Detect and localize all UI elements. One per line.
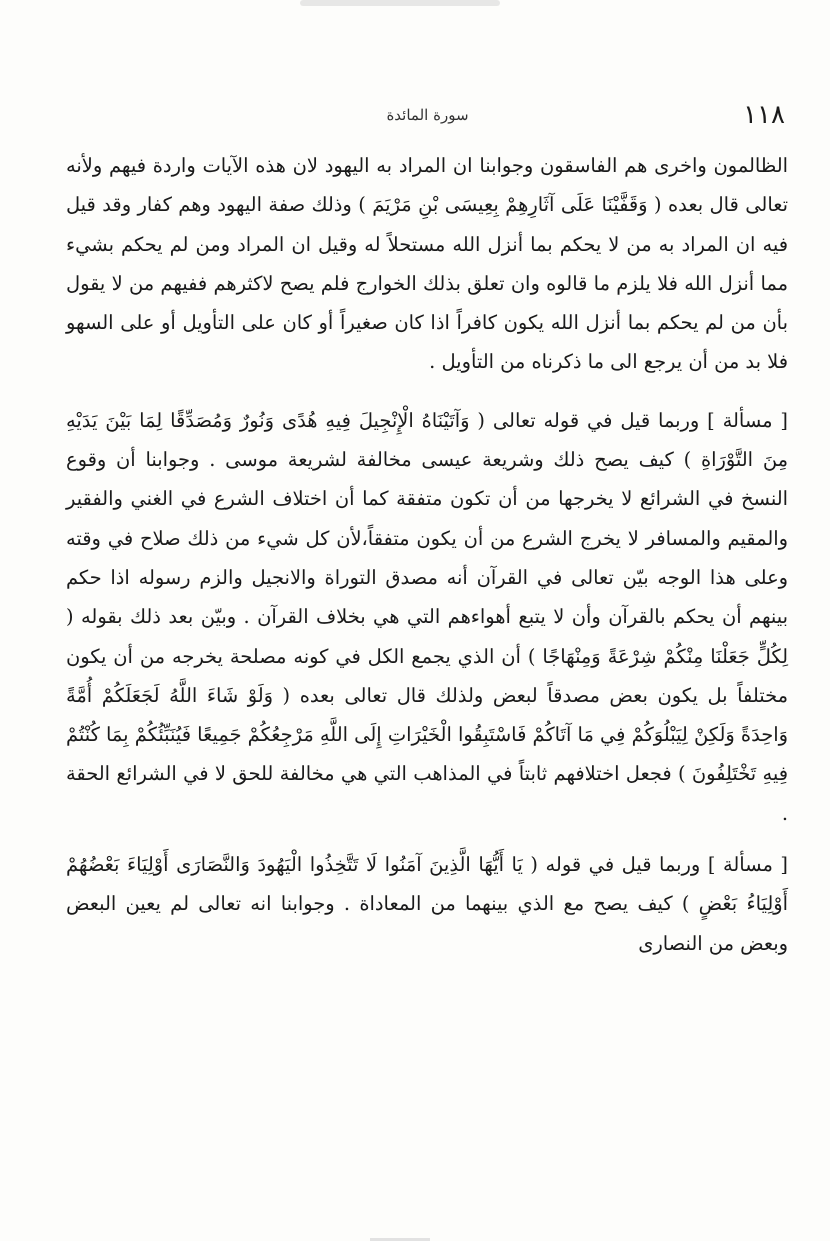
page-number: ١١٨	[743, 100, 785, 130]
page-header	[70, 100, 785, 140]
paragraph-2: [ مسألة ] وربما قيل في قوله تعالى ( وَآتَيْنَاهُ الْإِنْجِيلَ فِيهِ هُدًى وَنُورٌ وَمُصَدِّقًا لِمَا بَيْنَ يَدَيْهِ مِنَ التَّوْرَاةِ ) كيف يصح ذلك وشريعة عيسى مخالفة لشريعة موسى . وجوابنا أن وقوع النسخ في الشرائع لا يخرجها من أن تكون متفقة كما أن اختلاف الشرع في الغني والفقير والمقيم والمسافر لا يخرج الشرع من أن يكون متفقاً،لأن كل شيء من ذلك صلاح في وقته وعلى هذا الوجه بيّن تعالى في القرآن أنه مصدق التوراة والانجيل والزم رسوله اذا حكم بينهم أن يحكم بالقرآن وأن لا يتبع أهواءهم التي هي بخلاف القرآن . وبيّن بعد ذلك بقوله ( لِكُلٍّ جَعَلْنَا مِنْكُمْ شِرْعَةً وَمِنْهَاجًا ) أن الذي يجمع الكل في كونه مصلحة يخرجه من أن يكون مختلفاً بل يكون بعض مصدقاً لبعض ولذلك قال تعالى بعده ( وَلَوْ شَاءَ اللَّهُ لَجَعَلَكُمْ أُمَّةً وَاحِدَةً وَلَكِنْ لِيَبْلُوَكُمْ فِي مَا آتَاكُمْ فَاسْتَبِقُوا الْخَيْرَاتِ إِلَى اللَّهِ مَرْجِعُكُمْ جَمِيعًا فَيُنَبِّئُكُمْ بِمَا كُنْتُمْ فِيهِ تَخْتَلِفُونَ ) فجعل اختلافهم ثابتاً في المذاهب التي هي مخالفة للحق لا في الشرائع الحقة .	[66, 408, 788, 825]
scan-edge-mark	[300, 0, 500, 6]
paragraph-3: [ مسألة ] وربما قيل في قوله ( يَا أَيُّهَا الَّذِينَ آمَنُوا لَا تَتَّخِذُوا الْيَهُودَ وَالنَّصَارَى أَوْلِيَاءَ بَعْضُهُمْ أَوْلِيَاءُ بَعْضٍ ) كيف يصح مع الذي بينهما من المعاداة . وجوابنا انه تعالى لم يعين البعض وبعض من النصارى	[66, 853, 788, 955]
running-title: سورة المائدة	[386, 106, 469, 124]
paragraph-1: الظالمون واخرى هم الفاسقون وجوابنا ان المراد به اليهود لان هذه الآيات واردة فيهم ولأنه تعالى قال بعده ( وَقَفَّيْنَا عَلَى آثَارِهِمْ بِعِيسَى بْنِ مَرْيَمَ ) وذلك صفة اليهود وهم كفار وقد قيل فيه ان المراد به من لا يحكم بما أنزل الله مستحلاً له وقيل ان المراد ومن لم يحكم بشيء مما أنزل الله فلا يلزم ما قالوه وان تعلق بذلك الخوارج فلم يصح لاكثرهم ففيهم من لا يقول بأن من لم يحكم بما أنزل الله يكون كافراً اذا كان صغيراً أو كان على التأويل أو على السهو فلا بد من أن يرجع الى ما ذكرناه من التأويل .	[66, 154, 788, 374]
page-body	[66, 146, 788, 963]
